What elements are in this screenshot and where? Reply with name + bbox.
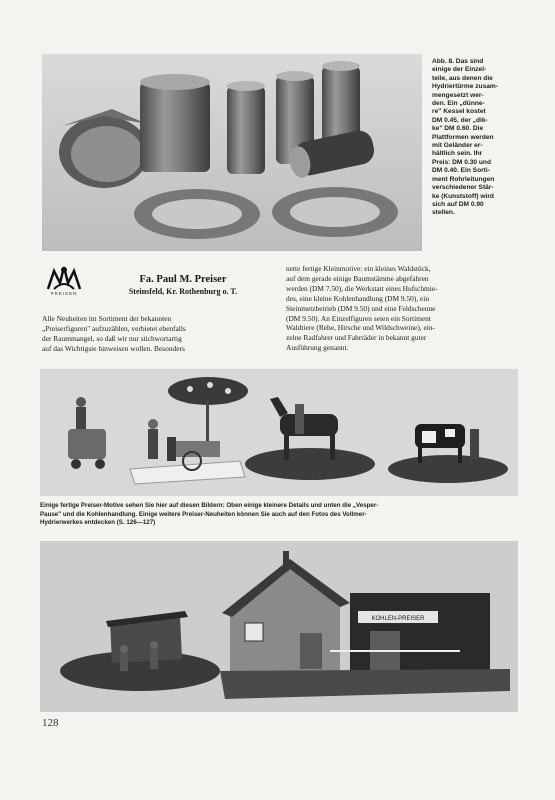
company-place: Steinsfeld, Kr. Rothenburg o. T. xyxy=(128,287,238,296)
company-name: Fa. Paul M. Preiser xyxy=(139,274,227,285)
photo-tank-parts xyxy=(42,54,422,251)
photo-caption-side: Abb. 8. Das sind einige der Einzel- teile, aus denen die Hydriertürme zusam- mengesetzt wer- den. Ein „dünne- re" Kessel kostet DM 0.45, der „dik- ke" DM 0.60. Die Plattformen werden mit Geländer er- hältlich sein. Ihr Preis: DM 0.30 und DM 0.40. Ein Sorti- ment Rohrleitungen verschiedener Stär- ke (Kunststoff) wird sich auf DM 0.90 stellen. xyxy=(432,58,498,217)
coal-shop-sign: KOHLEN-PREISER xyxy=(371,616,425,622)
article-text-right: nette fertige Kleinmotive: ein kleines Waldstück, auf dem gerade einige Baumstämme abgefahren werden (DM 7.50), die Werkstatt eines Hufschmie- des, eine kleine Kohlenhandlung (DM 9.50), ein Steinmetzbetrieb (DM 9.50) und eine Feldscheune (DM 9.50). An Einzelfiguren seien ein Sortiment Waldtiere (Rehe, Hirsche und Wildschweine), ein- zelne Radfahrer und Fahrräder in bekannt guter Ausführung genannt. xyxy=(286,264,438,353)
photo-coal-shop-scene xyxy=(40,541,518,712)
preiser-logo xyxy=(44,265,84,299)
photo-figure-motifs xyxy=(40,369,518,496)
page-number: 128 xyxy=(42,717,59,729)
article-text-left: Alle Neuheiten im Sortiment der bekannten „Preiserfiguren" aufzuzählen, verbietet ebenfalls der Raummangel, so daß wir nur stichwortartig auf das Wichtigste hinweisen wollen. Besonders xyxy=(42,314,186,353)
photo-caption-wide: Einige fertige Preiser-Motive sehen Sie hier auf diesen Bildern: Oben einige kleinere Details und unten die „Vesper- Pause" und die Kohlenhandlung. Einige weitere Preiser-Neuheiten können Sie auch auf den Fotos des Vollmer- Hydrierwerkes entdecken (S. 126—127) xyxy=(40,502,379,527)
company-heading xyxy=(98,273,268,298)
logo-lettering: PREISER xyxy=(50,291,78,296)
